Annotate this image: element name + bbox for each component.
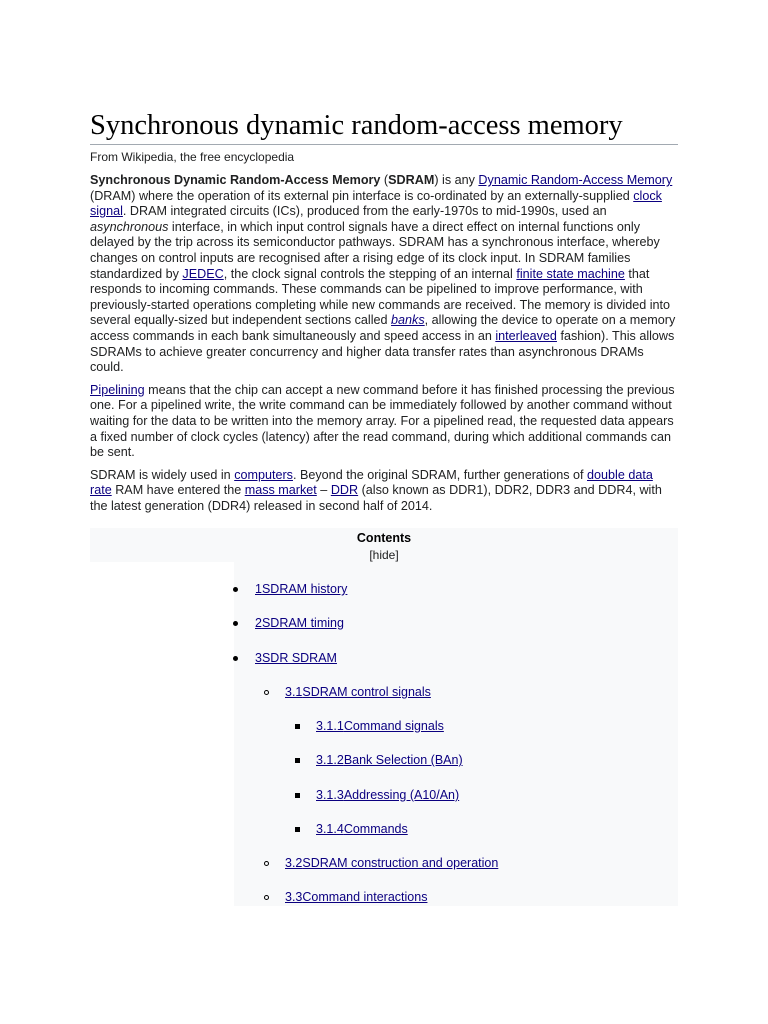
toc-label: Commands [343,822,408,836]
text: (also known as DDR1), DDR2, DDR3 and DDR4, with the latest generation (DDR4) released in second half of 2014. [90,483,662,513]
toc-label: Command interactions [302,890,428,904]
text: fashion). This allows SDRAMs to achieve greater concurrency and higher data transfer rates than asynchronous DRAMs could. [90,328,675,375]
toc-label: SDR SDRAM [261,651,337,665]
link-pipelining[interactable]: Pipelining [90,382,145,397]
bullet-icon [230,581,240,597]
usage-paragraph [90,468,678,515]
article-content [90,110,678,514]
page-title: Synchronous dynamic random-access memory [90,110,678,145]
toc-label: SDRAM timing [261,616,344,630]
link-double-data-rate[interactable]: double data rate [90,467,653,498]
toc-number: 3.1 [285,685,303,699]
toc-number: 3.2 [285,856,303,870]
bold-term: SDRAM [388,173,435,187]
link-interleaved[interactable]: interleaved [495,328,557,343]
text: , the clock signal controls the stepping of an internal [223,266,517,281]
toc-number: 2 [255,616,262,630]
link-ddr[interactable]: DDR [330,483,359,498]
toc-number: 3.1.2 [316,753,344,767]
italic-term: asynchronous [90,219,169,234]
toc-label: Command signals [343,719,444,733]
toc-number: 3.1.3 [316,788,344,802]
toc-item-3-1-4[interactable] [316,821,408,837]
link-clock-signal[interactable]: clock signal [90,188,662,219]
toc-item-3[interactable] [255,650,337,666]
link-finite-state-machine[interactable]: finite state machine [516,266,625,281]
toc-title: Contents [356,531,412,545]
text: . Beyond the original SDRAM, further generations of [292,467,587,482]
toc-label: SDRAM control signals [302,685,431,699]
bullet-circle-icon [261,684,271,700]
link-banks-label: banks [391,313,425,328]
toc-item-2[interactable] [255,615,344,631]
toc-item-3-2[interactable] [285,855,498,871]
table-of-contents [90,528,678,906]
link-mass-market[interactable]: mass market [244,483,317,498]
text: (DRAM) where the operation of its external pin interface is co-ordinated by an externally-supplied [90,188,634,203]
intro-paragraph [90,173,678,376]
bold-term: Synchronous Dynamic Random-Access Memory [90,173,381,187]
link-computers[interactable]: computers [234,467,293,482]
bullet-circle-icon [261,855,271,871]
toc-number: 3.3 [285,890,303,904]
text: interface, in which input control signals have a direct effect on internal functions only delayed by the trip across its semiconductor pathways. SDRAM has a synchronous interface, whereby changes on control inputs are recognised after a rising edge of its clock input. In SDRAM families standardized by [90,219,660,281]
toc-item-3-3[interactable] [285,889,427,905]
bullet-square-icon [292,821,302,837]
bullet-circle-icon [261,889,271,905]
bullet-square-icon [292,787,302,803]
text: RAM have entered the [111,483,245,498]
pipelining-paragraph [90,383,678,461]
toc-label: Bank Selection (BAn) [343,753,463,767]
link-dram[interactable]: Dynamic Random-Access Memory [478,173,673,187]
toc-item-3-1-1[interactable] [316,718,444,734]
toc-number: 3 [255,651,262,665]
toc-number: 3.1.1 [316,719,344,733]
text: means that the chip can accept a new command before it has finished processing the previous one. For a pipelined write, the write command can be immediately followed by another command without waiting for the data to be written into the memory array. For a pipelined read, the requested data appears a fixed number of clock cycles (latency) after the read command, during which additional commands can be sent. [90,382,675,460]
toc-hide-toggle[interactable]: [hide] [369,548,399,562]
text: , allowing the device to operate on a memory access commands in each bank simultaneously and speed access in an [90,313,676,343]
toc-item-3-1[interactable] [285,684,431,700]
site-tagline: From Wikipedia, the free encyclopedia [90,150,295,164]
toc-item-3-1-3[interactable] [316,787,459,803]
bullet-square-icon [292,752,302,768]
text: ( [380,173,389,187]
text: that responds to incoming commands. These commands can be pipelined to improve performance, with previously-started operations completing while new commands are received. The memory is divided into several equally-sized but independent sections called [90,266,671,328]
text: SDRAM is widely used in [90,467,235,482]
bullet-icon [230,650,240,666]
toc-label: Addressing (A10/An) [343,788,460,802]
link-banks[interactable] [391,313,425,327]
text: ) is any [434,173,479,187]
toc-label: SDRAM history [261,582,348,596]
bullet-square-icon [292,718,302,734]
link-jedec[interactable]: JEDEC [182,266,224,281]
text: – [316,483,331,498]
bullet-icon [230,615,240,631]
text: . DRAM integrated circuits (ICs), produced from the early-1970s to mid-1990s, used an [122,204,607,219]
toc-number: 3.1.4 [316,822,344,836]
toc-number: 1 [255,582,262,596]
toc-item-1[interactable] [255,581,347,597]
toc-label: SDRAM construction and operation [302,856,499,870]
toc-item-3-1-2[interactable] [316,752,463,768]
